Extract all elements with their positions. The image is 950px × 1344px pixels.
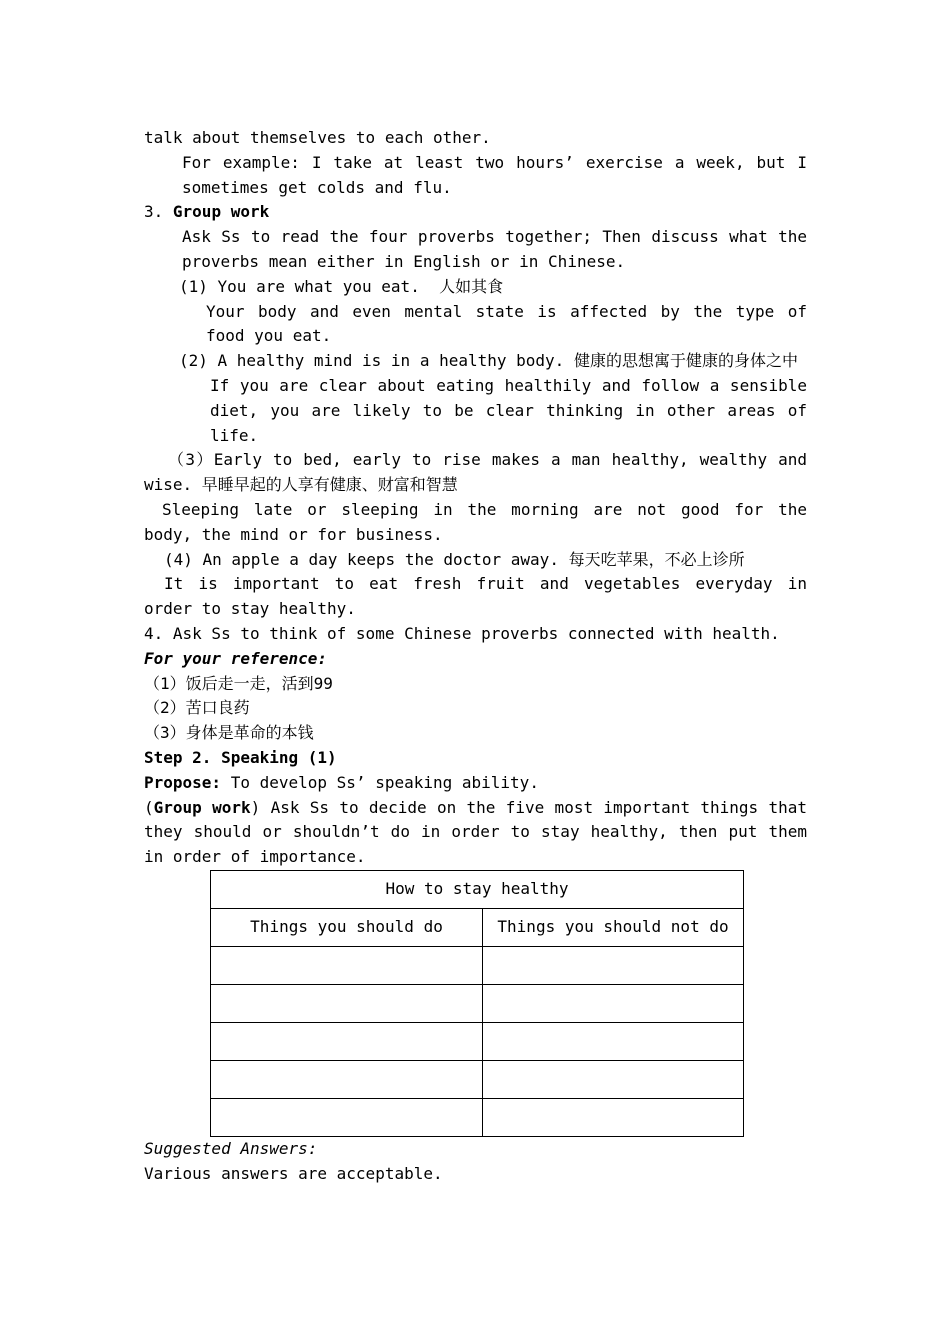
table-cell [483,946,744,984]
table-cell [211,984,483,1022]
proverb-2-explanation: If you are clear about eating healthily and follow a sensible diet, you are likely to be clear thinking in other areas of life. [210,375,817,445]
reference-item-3: （3）身体是革命的本钱 [144,723,314,743]
proverb-1-explanation: Your body and even mental state is affected by the type of food you eat. [206,301,817,346]
suggested-answers-text: Various answers are acceptable. [144,1163,443,1183]
column-header-should: Things you should do [211,908,483,946]
suggested-answers-heading: Suggested Answers: [144,1138,318,1158]
table-row [211,1060,744,1098]
table-row [211,1098,744,1136]
proverb-4: (4) An apple a day keeps the doctor away. 每天吃苹果，不必上诊所 [164,549,745,569]
table-cell [483,1098,744,1136]
column-header-should-not: Things you should not do [483,908,744,946]
instruction-paragraph: Ask Ss to read the four proverbs together; Then discuss what the proverbs mean either in English or in Chinese. [182,227,817,271]
table-cell [211,1098,483,1136]
reference-item-1: （1）饭后走一走，活到99 [144,673,333,693]
table-title: How to stay healthy [211,870,744,908]
section-heading-group-work: 3. Group work [144,202,270,222]
table-cell [211,1022,483,1060]
proverb-2: (2) A healthy mind is in a healthy body. 健康的思想寓于健康的身体之中 [179,351,798,371]
table-row [211,1022,744,1060]
table-cell [483,1060,744,1098]
step-2-heading: Step 2. Speaking (1) [144,747,337,767]
table-cell [483,1022,744,1060]
question-4: 4. Ask Ss to think of some Chinese proverbs connected with health. [144,623,780,643]
table-cell [483,984,744,1022]
reference-heading: For your reference: [144,648,328,668]
proverb-1: (1) You are what you eat. 人如其食 [179,276,504,296]
example-paragraph: For example: I take at least two hours’ exercise a week, but I sometimes get colds and flu. [182,152,817,197]
table-cell [211,1060,483,1098]
propose-line: Propose: To develop Ss’ speaking ability. [144,772,539,792]
text-line: talk about themselves to each other. [144,128,491,147]
document-page [144,126,817,1187]
table-row [211,984,744,1022]
table-cell [211,946,483,984]
table-row [211,946,744,984]
proverb-3: （3）Early to bed, early to rise makes a man healthy, wealthy and wise. 早睡早起的人享有健康、财富和智慧 [144,450,817,495]
healthy-habits-table [210,870,744,1137]
reference-item-2: （2）苦口良药 [144,698,250,718]
group-work-paragraph: (Group work) Ask Ss to decide on the five most important things that they should or shouldn’t do in order to stay healthy, then put them in order of importance. [144,797,817,867]
proverb-3-explanation: Sleeping late or sleeping in the morning are not good for the body, the mind or for business. [144,499,817,544]
proverb-4-explanation: It is important to eat fresh fruit and vegetables everyday in order to stay healthy. [144,574,817,619]
